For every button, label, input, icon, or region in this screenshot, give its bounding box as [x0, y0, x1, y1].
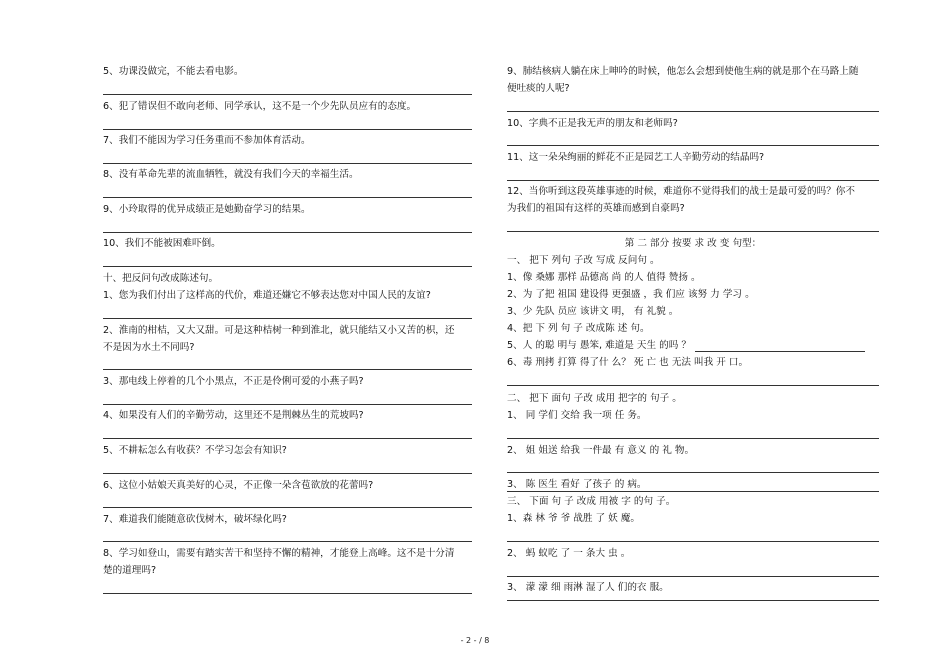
- answer-line[interactable]: [507, 438, 879, 439]
- answer-line[interactable]: [103, 404, 472, 405]
- exercise-item: 3、 濛 濛 细 雨淋 湿了人 们的衣 服。: [507, 582, 669, 593]
- exercise-item: 2、为 了把 祖国 建设得 更强盛 ，我 们应 该努 力 学习 。: [507, 289, 755, 300]
- section-title: 一、 把下 列句 子改 写成 反问句 。: [507, 255, 660, 266]
- answer-line[interactable]: [103, 232, 472, 233]
- answer-line[interactable]: [507, 385, 879, 386]
- answer-line[interactable]: [507, 576, 879, 577]
- exercise-item: 5、不耕耘怎么有收获？不学习怎会有知识?: [103, 445, 287, 456]
- exercise-item: 11、这一朵朵绚丽的鲜花不正是园艺工人辛勤劳动的结晶吗?: [507, 152, 765, 163]
- answer-line[interactable]: [103, 318, 472, 319]
- exercise-item: 1、森 林 爷 爷 战胜 了 妖 魔。: [507, 513, 640, 524]
- exercise-item: 2、淮南的柑桔，又大又甜。可是这种桔树一种到淮北，就只能结又小又苦的枳，还: [103, 325, 455, 336]
- answer-line[interactable]: [103, 593, 472, 594]
- answer-line[interactable]: [103, 163, 472, 164]
- exercise-item: 10、字典不正是我无声的朋友和老师吗?: [507, 118, 678, 129]
- exercise-item-cont: 不是因为水土不同吗?: [103, 342, 195, 353]
- answer-line[interactable]: [507, 180, 879, 181]
- inline-answer-line[interactable]: [695, 342, 865, 352]
- exercise-item: 4、把 下 列 句 子 改成陈 述 句。: [507, 323, 650, 334]
- exercise-item: 1、 同 学们 交给 我一项 任 务。: [507, 410, 647, 421]
- exercise-item-cont: 为我们的祖国有这样的英雄而感到自豪吗?: [507, 203, 685, 214]
- answer-line[interactable]: [103, 369, 472, 370]
- exercise-item: 5、功课没做完，不能去看电影。: [103, 66, 244, 77]
- section-title: 三、 下面 句 子 改成 用被 字 的句 子。: [507, 496, 676, 507]
- part-title: 第 二 部分 按要 求 改 变 句型：: [624, 238, 762, 249]
- exercise-item: 3、少 先队 员应 该讲文 明， 有 礼貌 。: [507, 306, 679, 317]
- answer-line[interactable]: [103, 438, 472, 439]
- answer-line[interactable]: [103, 507, 472, 508]
- exercise-item: 8、学习如登山，需要有踏实苦干和坚持不懈的精神，才能登上高峰。这不是十分清: [103, 548, 455, 559]
- answer-line[interactable]: [103, 266, 472, 267]
- exercise-item: 3、那电线上停着的几个小黑点，不正是伶俐可爱的小燕子吗?: [103, 376, 364, 387]
- answer-line[interactable]: [103, 541, 472, 542]
- exercise-item: 6、这位小姑娘天真美好的心灵，不正像一朵含苞欲放的花蕾吗?: [103, 480, 374, 491]
- answer-line[interactable]: [103, 197, 472, 198]
- answer-line[interactable]: [507, 541, 879, 542]
- exercise-item: 4、如果没有人们的辛勤劳动，这里还不是荆棘丛生的荒坡吗?: [103, 410, 364, 421]
- exercise-item: 3、 陈 医生 看好 了孩子 的 病。: [507, 479, 647, 490]
- answer-line[interactable]: [507, 472, 879, 473]
- exercise-item: 6、犯了错误但不敢向老师、同学承认，这不是一个少先队员应有的态度。: [103, 101, 417, 112]
- exercise-item: 10、我们不能被困难吓倒。: [103, 238, 221, 249]
- answer-line[interactable]: [103, 129, 472, 130]
- answer-line[interactable]: [507, 231, 879, 232]
- answer-line[interactable]: [507, 111, 879, 112]
- answer-line[interactable]: [103, 94, 472, 95]
- section-title: 十、把反问句改成陈述句。: [103, 273, 219, 284]
- exercise-item: 9、肺结核病人躺在床上呻吟的时候，他怎么会想到使他生病的就是那个在马路上随: [507, 66, 859, 77]
- exercise-item: 1、像 桑娜 那样 品德高 尚 的人 值得 赞扬 。: [507, 272, 701, 283]
- exercise-item: 6、毒 刑拷 打算 得了什 么？ 死 亡 也 无法 叫我 开 口。: [507, 357, 749, 368]
- exercise-item-cont: 楚的道理吗?: [103, 565, 157, 576]
- page-number: - 2 - / 8: [460, 636, 490, 645]
- exercise-item: 9、小玲取得的优异成绩正是她勤奋学习的结果。: [103, 204, 311, 215]
- exercise-item: 7、我们不能因为学习任务重而不参加体育活动。: [103, 135, 311, 146]
- exercise-item: 8、没有革命先辈的流血牺牲，就没有我们今天的幸福生活。: [103, 169, 359, 180]
- exercise-item: 12、当你听到这段英雄事迹的时候，难道你不觉得我们的战士是最可爱的吗？你不: [507, 186, 855, 197]
- exercise-item: 7、难道我们能随意砍伐树木，破坏绿化吗?: [103, 514, 287, 525]
- section-title: 二、 把下 面句 子改 成用 把字的 句子 。: [507, 393, 682, 404]
- answer-line[interactable]: [507, 491, 879, 492]
- exercise-item: 1、您为我们付出了这样高的代价，难道还嫌它不够表达您对中国人民的友谊?: [103, 290, 431, 301]
- exercise-item: 2、 蚂 蚁吃 了 一 条大 虫 。: [507, 548, 631, 559]
- answer-line[interactable]: [507, 600, 879, 601]
- answer-line[interactable]: [103, 473, 472, 474]
- answer-line[interactable]: [507, 145, 879, 146]
- exercise-item-cont: 便吐痰的人呢?: [507, 83, 570, 94]
- exercise-item: 2、 姐 姐送 给我 一件最 有 意义 的 礼 物。: [507, 445, 695, 456]
- exercise-item: 5、人 的聪 明与 愚笨, 难道是 天生 的吗 ？: [507, 340, 865, 352]
